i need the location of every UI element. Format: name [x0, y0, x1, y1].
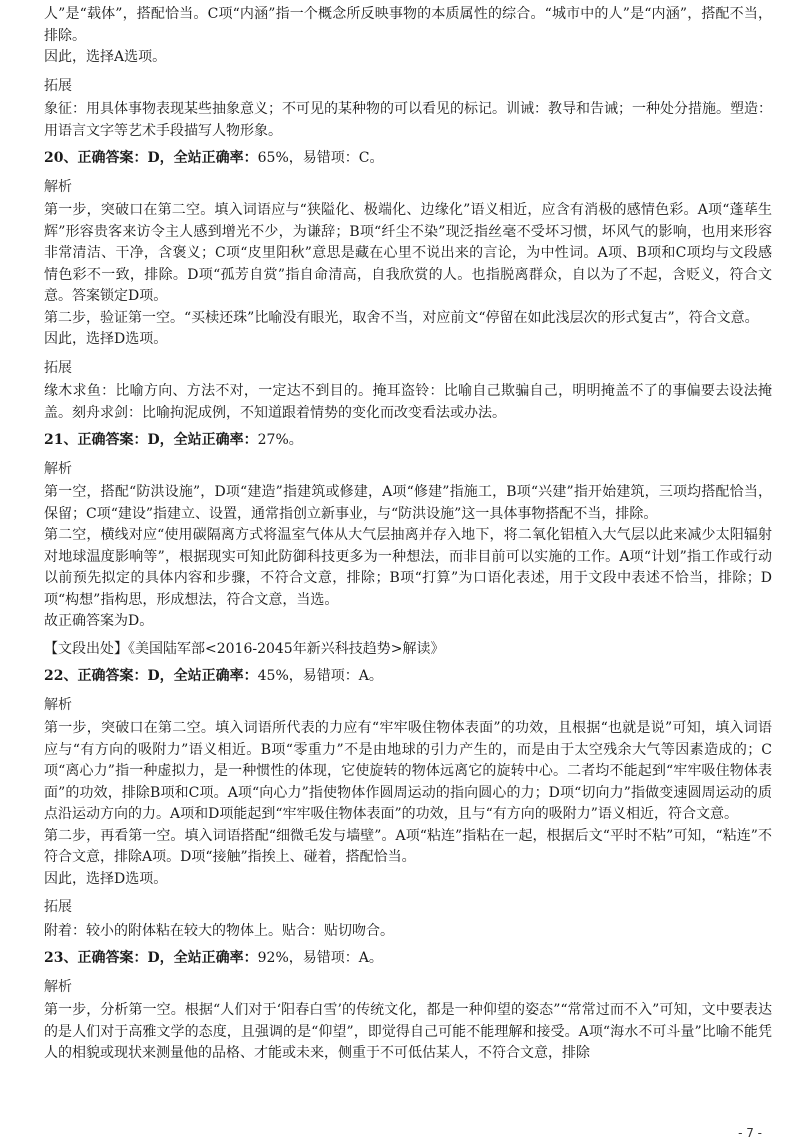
q21-blank1: 第一空，搭配“防洪设施”，D项“建造”指建筑或修建，A项“修建”指施工，B项“兴建”指开始建筑，三项均搭配恰当，保留；C项“建设”指建立、设置，通常指创立新事业，与“防洪设施”这一具体事物搭配不当，排除。 — [44, 484, 772, 522]
question-22 — [44, 666, 772, 942]
q19-tail-text: 人”是“载体”，搭配恰当。C项“内涵”指一个概念所反映事物的本质属性的综合。“城市中的人”是“内涵”，搭配不当，排除。 — [44, 6, 772, 44]
q20-analysis-label: 解析 — [44, 178, 72, 195]
q20-conclusion: 因此，选择D选项。 — [44, 331, 168, 347]
q21-source: 【文段出处】《美国陆军部<2016-2045年新兴科技趋势>解读》 — [44, 640, 445, 657]
q22-step1: 第一步，突破口在第二空。填入词语所代表的力应有“牢牢吸住物体表面”的功效，且根据“也就是说”可知，填入词语应与“有方向的吸附力”语义相近。B项“零重力”不是由地球的引力产生的，而是由于太空残余大气等因素造成的；C项“离心力”指一种虚拟力，是一种惯性的体现，它使旋转的物体远离它的旋转中心。二者均不能起到“牢牢吸住物体表面”的功效，排除B项和C项。A项“向心力”指使物体作圆周运动的指向圆心的力；D项“切向力”指做变速圆周运动的质点沿运动方向的力。A项和D项能起到“牢牢吸住物体表面”的功效，且与“有方向的吸附力”语义相近，符合文意。 — [44, 720, 772, 822]
q19-extension: 象征：用具体事物表现某些抽象意义；不可见的某种物的可以看见的标记。训诫：教导和告诫；一种处分措施。塑造：用语言文字等艺术手段描写人物形象。 — [44, 101, 772, 139]
question-19-tail — [44, 4, 772, 142]
q20-extension-label: 拓展 — [44, 359, 72, 376]
q20-answer-rest: 65%，易错项：C。 — [257, 150, 384, 166]
q21-analysis-label: 解析 — [44, 460, 72, 477]
q20-step2: 第二步，验证第一空。“买椟还珠”比喻没有眼光，取舍不当，对应前文“停留在如此浅层次的形式复古”，符合文意。 — [44, 309, 759, 326]
q20-answer: 20、正确答案：D，全站正确率： — [44, 150, 258, 166]
q20-step1: 第一步，突破口在第二空。填入词语应与“狭隘化、极端化、边缘化”语义相近，应含有消极的感情色彩。A项“蓬荜生辉”形容贵客来访令主人感到增光不少，为谦辞；B项“纤尘不染”现泛指丝毫不受坏习惯，坏风气的影响，也用来形容非常清洁、干净，含褒义；C项“皮里阳秋”意思是藏在心里不说出来的言论，为中性词。A项、B项和C项均与文段感情色彩不一致，排除。D项“孤芳自赏”指自命清高，自我欣赏的人。也指脱离群众，自以为了不起，含贬义，符合文意。答案锁定D项。 — [44, 202, 772, 304]
q22-extension: 附着：较小的附体粘在较大的物体上。贴合：贴切吻合。 — [44, 922, 394, 939]
q22-answer: 22、正确答案：D，全站正确率： — [44, 668, 258, 684]
q21-answer-rest: 27%。 — [257, 432, 303, 448]
q21-blank2: 第二空，横线对应“使用碳隔离方式将温室气体从大气层抽离并存入地下，将二氧化铝植入大气层以此来减少太阳辐射对地球温度影响等”，根据现实可知此防御科技更多为一种想法，而非目前可以实施的工作。A项“计划”指工作或行动以前预先拟定的具体内容和步骤，不符合文意，排除；B项“打算”为口语化表述，用于文段中表述不恰当，排除；D项“构想”指构思，形成想法，符合文意，当选。 — [44, 527, 772, 608]
q23-answer-rest: 92%，易错项：A。 — [257, 950, 383, 966]
q23-answer: 23、正确答案：D，全站正确率： — [44, 950, 258, 966]
q20-answer-line — [44, 148, 772, 170]
q21-answer-line — [44, 430, 772, 452]
question-20 — [44, 148, 772, 424]
q23-analysis-label: 解析 — [44, 978, 72, 995]
q22-conclusion: 因此，选择D选项。 — [44, 870, 168, 887]
q22-answer-line — [44, 666, 772, 688]
q21-answer: 21、正确答案：D，全站正确率： — [44, 432, 258, 448]
q20-extension: 缘木求鱼：比喻方向、方法不对，一定达不到目的。掩耳盗铃：比喻自己欺骗自己，明明掩盖不了的事偏要去设法掩盖。刻舟求剑：比喻拘泥成例，不知道跟着情势的变化而改变看法或办法。 — [44, 383, 772, 421]
q19-conclusion: 因此，选择A选项。 — [44, 49, 167, 65]
q22-extension-label: 拓展 — [44, 899, 72, 915]
page-number: - 7 - — [738, 1126, 762, 1140]
document-page — [44, 4, 772, 1065]
question-21 — [44, 430, 772, 660]
question-23 — [44, 948, 772, 1065]
q22-answer-rest: 45%，易错项：A。 — [257, 668, 383, 684]
q22-step2: 第二步，再看第一空。填入词语搭配“细微毛发与墙壁”。A项“粘连”指粘在一起，根据后文“平时不粘”可知，“粘连”不符合文意，排除A项。D项“接触”指挨上、碰着，搭配恰当。 — [44, 827, 772, 865]
q22-analysis-label: 解析 — [44, 696, 72, 713]
q21-conclusion: 故正确答案为D。 — [44, 613, 154, 629]
q23-answer-line — [44, 948, 772, 970]
q23-step1: 第一步，分析第一空。根据“人们对于‘阳春白雪’的传统文化，都是一种仰望的姿态”“常常过而不入”可知，文中要表达的是人们对于高雅文学的态度，且强调的是“仰望”，即觉得自己可能不能理解和接受。A项“海水不可斗量”比喻不能凭人的相貌或现状来测量他的品格、才能或未来，侧重于不可低估某人，不符合文意，排除 — [44, 1002, 772, 1061]
q19-extension-label: 拓展 — [44, 77, 72, 94]
